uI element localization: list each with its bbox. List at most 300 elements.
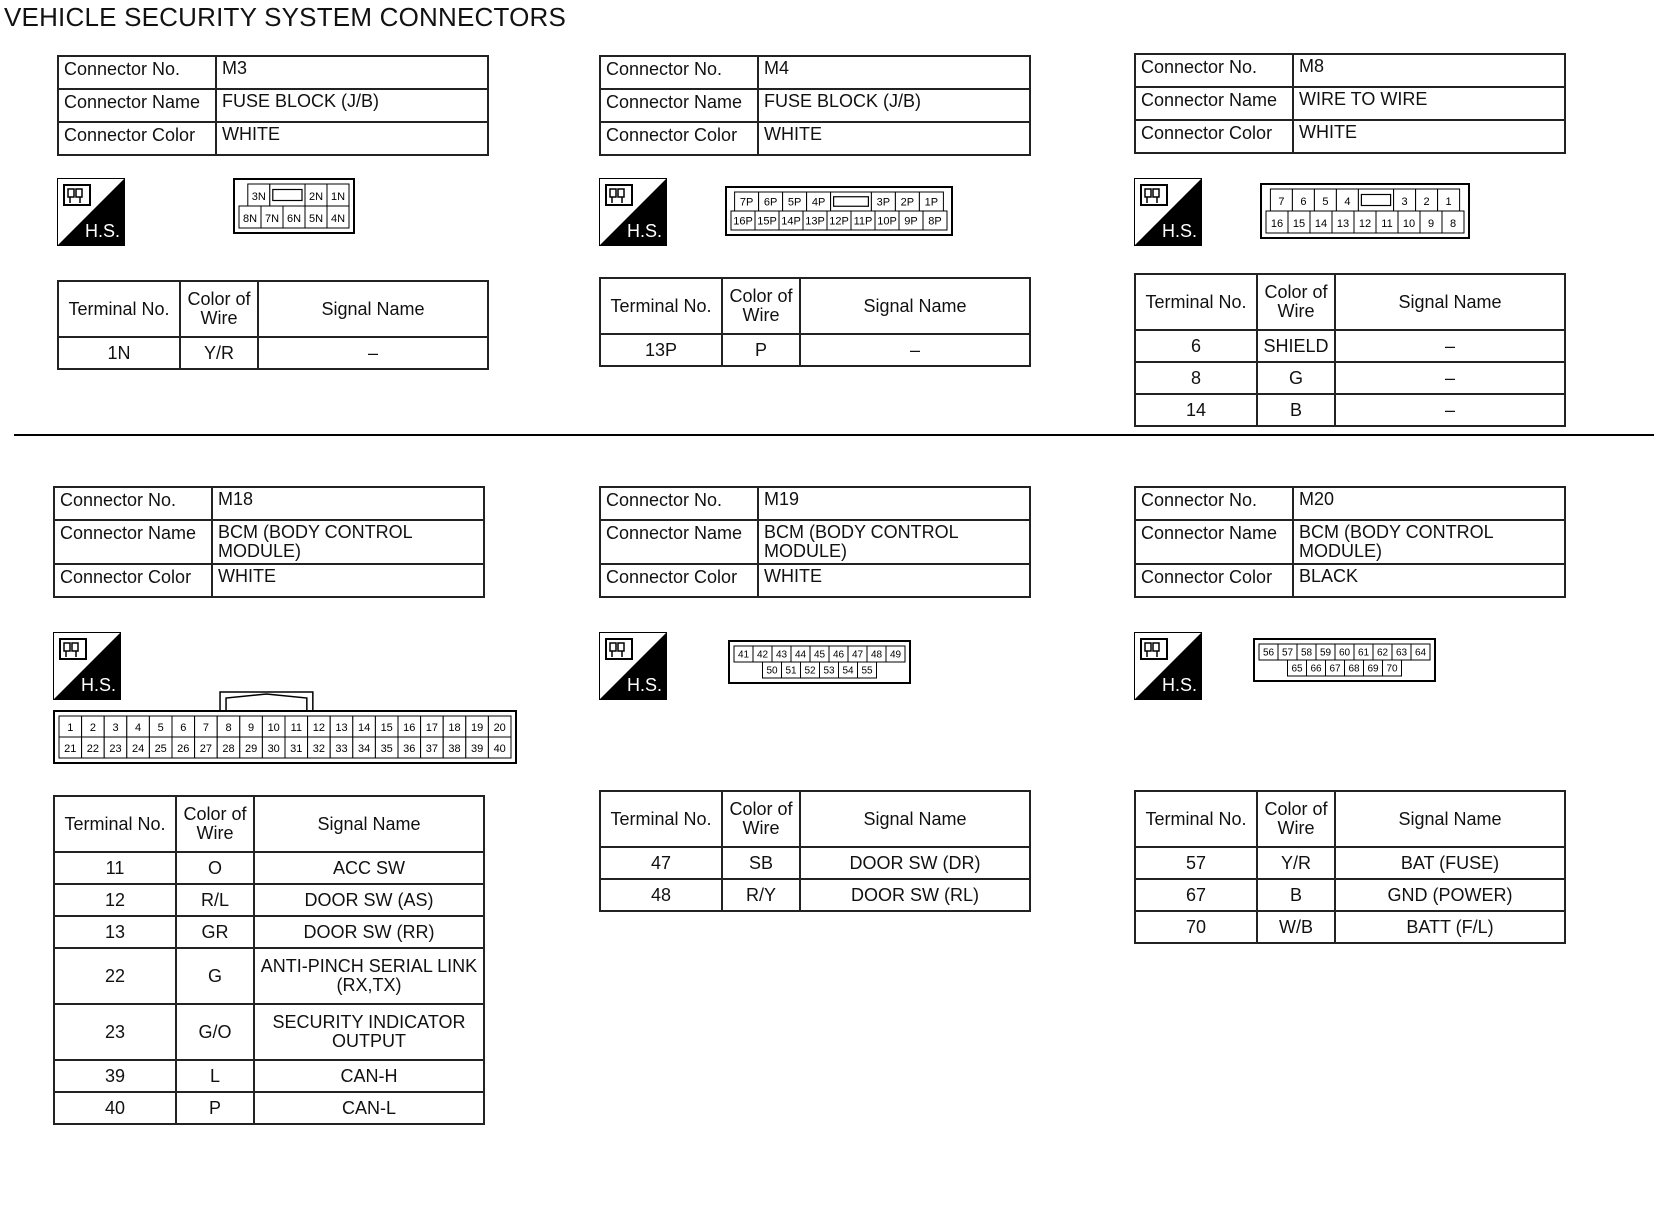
table-row	[54, 1004, 484, 1060]
pin-cell	[1438, 189, 1460, 211]
wire-color-cell: Y/R	[1257, 847, 1335, 879]
signal-name-cell: GND (POWER)	[1335, 879, 1565, 911]
svg-text:45: 45	[813, 649, 826, 661]
terminal-no-header: Terminal No.	[1135, 791, 1257, 847]
wire-color-cell: L	[176, 1060, 254, 1092]
connector-color-label: Connector Color	[54, 564, 212, 597]
hs-label: H.S.	[1161, 221, 1197, 241]
pin-cell	[308, 716, 331, 737]
pin-cell	[871, 192, 895, 211]
pin-cell	[217, 716, 240, 737]
connector-info-table	[57, 55, 489, 156]
terminal-no-cell: 12	[54, 884, 176, 916]
svg-text:31: 31	[290, 743, 303, 756]
svg-text:57: 57	[1281, 647, 1294, 659]
svg-text:21: 21	[64, 743, 77, 756]
svg-text:2P: 2P	[900, 196, 915, 209]
color-of-wire-header: Color of Wire	[1257, 274, 1335, 330]
signal-name-cell: –	[800, 334, 1030, 366]
wire-color-cell: Y/R	[180, 337, 258, 369]
svg-text:10: 10	[1402, 217, 1416, 230]
connector-name-value: BCM (BODY CONTROL MODULE)	[212, 520, 484, 564]
pin-cell	[801, 662, 820, 678]
wire-color-cell: G	[1257, 362, 1335, 394]
signal-name-cell: –	[1335, 330, 1565, 362]
svg-text:54: 54	[842, 665, 854, 677]
connector-color-label: Connector Color	[1135, 564, 1293, 597]
harness-side-icon	[599, 178, 667, 246]
svg-text:68: 68	[1348, 663, 1360, 675]
pin-cell	[1332, 211, 1354, 233]
svg-text:11P: 11P	[853, 215, 873, 228]
signal-name-cell: –	[1335, 394, 1565, 426]
pin-cell	[262, 716, 285, 737]
table-row	[1135, 879, 1565, 911]
svg-text:12: 12	[312, 722, 326, 735]
pin-cell	[240, 737, 263, 758]
svg-text:48: 48	[870, 649, 883, 661]
table-row	[54, 1092, 484, 1124]
terminal-table	[1134, 790, 1566, 944]
connector-name-label: Connector Name	[54, 520, 212, 564]
pin-cell	[731, 211, 755, 230]
pin-cell	[1364, 660, 1383, 676]
pin-cell	[759, 192, 783, 211]
svg-text:59: 59	[1319, 647, 1332, 659]
svg-text:39: 39	[470, 743, 484, 756]
svg-text:14: 14	[357, 722, 371, 735]
svg-text:9: 9	[1427, 217, 1435, 230]
pin-cell	[1383, 660, 1402, 676]
connector-no-value: M3	[216, 56, 488, 89]
pin-cell	[327, 206, 349, 228]
wire-color-cell: SHIELD	[1257, 330, 1335, 362]
connector-color-value: WHITE	[1293, 120, 1565, 153]
svg-text:32: 32	[312, 743, 326, 756]
pin-cell	[807, 192, 831, 211]
pin-cell	[848, 646, 867, 662]
svg-text:67: 67	[1329, 663, 1341, 675]
pin-cell	[820, 662, 839, 678]
pin-cell	[149, 737, 172, 758]
connector-no-label: Connector No.	[1135, 54, 1293, 87]
terminal-table-header	[54, 796, 484, 852]
svg-text:1N: 1N	[330, 190, 346, 203]
pin-cell	[735, 192, 759, 211]
pin-cell	[421, 716, 444, 737]
table-row	[1135, 362, 1565, 394]
svg-text:22: 22	[86, 743, 100, 756]
pin-cell	[443, 716, 466, 737]
terminal-no-cell: 6	[1135, 330, 1257, 362]
terminal-no-cell: 23	[54, 1004, 176, 1060]
connector-color-label: Connector Color	[600, 564, 758, 597]
connector-no-value: M4	[758, 56, 1030, 89]
svg-text:4P: 4P	[811, 196, 826, 209]
pin-cell	[353, 716, 376, 737]
svg-text:7N: 7N	[264, 212, 280, 225]
connector-face-diagram	[53, 690, 517, 769]
wire-color-cell: P	[722, 334, 800, 366]
svg-text:36: 36	[403, 743, 416, 756]
connector-face-diagram	[1260, 183, 1470, 244]
pin-cell	[421, 737, 444, 758]
connector-latch	[1358, 189, 1393, 211]
pin-cell	[1278, 644, 1297, 660]
signal-name-header: Signal Name	[800, 791, 1030, 847]
svg-text:25: 25	[154, 743, 167, 756]
color-of-wire-header: Color of Wire	[722, 278, 800, 334]
terminal-no-cell: 70	[1135, 911, 1257, 943]
pin-cell	[1288, 211, 1310, 233]
svg-text:6: 6	[180, 722, 187, 735]
svg-text:5: 5	[157, 722, 164, 735]
svg-text:46: 46	[832, 649, 845, 661]
connector-color-label: Connector Color	[600, 122, 758, 155]
connector-color-label: Connector Color	[1135, 120, 1293, 153]
wire-color-cell: O	[176, 852, 254, 884]
svg-text:3P: 3P	[876, 196, 891, 209]
pin-cell	[466, 737, 489, 758]
signal-name-cell: DOOR SW (RR)	[254, 916, 484, 948]
pin-cell	[867, 646, 886, 662]
connector-face-diagram	[725, 186, 953, 241]
svg-text:64: 64	[1414, 647, 1427, 659]
connector-face-diagram	[1253, 638, 1436, 687]
table-row	[54, 884, 484, 916]
svg-text:50: 50	[766, 665, 778, 677]
connector-info-table	[1134, 486, 1566, 598]
terminal-table-header	[600, 278, 1030, 334]
svg-text:65: 65	[1291, 663, 1303, 675]
pin-cell	[1310, 211, 1332, 233]
svg-text:43: 43	[775, 649, 788, 661]
svg-text:33: 33	[335, 743, 348, 756]
signal-name-cell: CAN-L	[254, 1092, 484, 1124]
terminal-no-cell: 57	[1135, 847, 1257, 879]
terminal-table	[53, 795, 485, 1125]
terminal-no-cell: 47	[600, 847, 722, 879]
svg-text:12: 12	[1358, 217, 1372, 230]
wire-color-cell: R/Y	[722, 879, 800, 911]
terminal-no-cell: 40	[54, 1092, 176, 1124]
pin-cell	[1376, 211, 1398, 233]
pin-cell	[1314, 189, 1336, 211]
pin-cell	[755, 211, 779, 230]
connector-name-value: WIRE TO WIRE	[1293, 87, 1565, 120]
terminal-no-header: Terminal No.	[58, 281, 180, 337]
svg-text:8P: 8P	[928, 215, 942, 228]
pin-cell	[172, 716, 195, 737]
pin-cell	[285, 737, 308, 758]
pin-cell	[172, 737, 195, 758]
pin-cell	[127, 716, 150, 737]
pin-cell	[919, 192, 943, 211]
pin-cell	[327, 184, 349, 206]
svg-text:55: 55	[861, 665, 873, 677]
svg-text:5N: 5N	[308, 212, 324, 225]
wire-color-cell: G/O	[176, 1004, 254, 1060]
pin-cell	[330, 737, 353, 758]
svg-text:62: 62	[1376, 647, 1389, 659]
svg-text:3N: 3N	[251, 190, 266, 203]
hs-label: H.S.	[626, 221, 662, 241]
pin-cell	[217, 737, 240, 758]
svg-text:13: 13	[1336, 217, 1350, 230]
svg-text:51: 51	[785, 665, 797, 677]
pin-cell	[1292, 189, 1314, 211]
connector-name-label: Connector Name	[1135, 87, 1293, 120]
svg-text:53: 53	[823, 665, 835, 677]
svg-text:4N: 4N	[330, 212, 346, 225]
section-divider	[14, 434, 1654, 436]
signal-name-cell: ANTI-PINCH SERIAL LINK (RX,TX)	[254, 948, 484, 1004]
pin-cell	[858, 662, 877, 678]
terminal-no-cell: 39	[54, 1060, 176, 1092]
pin-cell	[305, 184, 327, 206]
pin-cell	[1442, 211, 1464, 233]
svg-text:42: 42	[756, 649, 769, 661]
pin-cell	[1307, 660, 1326, 676]
connector-latch	[831, 192, 872, 211]
pin-cell	[82, 716, 105, 737]
color-of-wire-header: Color of Wire	[1257, 791, 1335, 847]
page-title: VEHICLE SECURITY SYSTEM CONNECTORS	[4, 2, 567, 32]
connector-info-table	[599, 55, 1031, 156]
signal-name-header: Signal Name	[800, 278, 1030, 334]
svg-text:63: 63	[1395, 647, 1408, 659]
svg-text:9P: 9P	[904, 215, 918, 228]
pin-cell	[240, 716, 263, 737]
terminal-no-cell: 48	[600, 879, 722, 911]
svg-text:52: 52	[804, 665, 816, 677]
table-row	[54, 948, 484, 1004]
pin-cell	[1297, 644, 1316, 660]
svg-text:15: 15	[380, 722, 393, 735]
terminal-no-header: Terminal No.	[600, 791, 722, 847]
pin-cell	[791, 646, 810, 662]
pin-cell	[488, 737, 511, 758]
svg-text:70: 70	[1386, 663, 1398, 675]
connector-no-value: M20	[1293, 487, 1565, 520]
svg-text:69: 69	[1367, 663, 1379, 675]
svg-text:8: 8	[1449, 217, 1457, 230]
pin-cell	[353, 737, 376, 758]
connector-name-label: Connector Name	[600, 89, 758, 122]
connector-name-value: FUSE BLOCK (J/B)	[758, 89, 1030, 122]
terminal-table	[57, 280, 489, 370]
svg-text:3: 3	[112, 722, 119, 735]
pin-cell	[398, 716, 421, 737]
pin-cell	[851, 211, 875, 230]
svg-text:58: 58	[1300, 647, 1313, 659]
pin-cell	[1270, 189, 1292, 211]
table-row	[600, 847, 1030, 879]
table-row	[600, 879, 1030, 911]
svg-text:6: 6	[1300, 195, 1307, 208]
svg-text:12P: 12P	[829, 215, 849, 228]
pin-cell	[330, 716, 353, 737]
terminal-no-cell: 14	[1135, 394, 1257, 426]
pin-cell	[1266, 211, 1288, 233]
svg-text:49: 49	[889, 649, 902, 661]
pin-cell	[443, 737, 466, 758]
svg-text:4: 4	[1344, 195, 1351, 208]
svg-text:5: 5	[1322, 195, 1329, 208]
pin-cell	[827, 211, 851, 230]
pin-cell	[285, 716, 308, 737]
connector-name-label: Connector Name	[1135, 520, 1293, 564]
connector-name-value: FUSE BLOCK (J/B)	[216, 89, 488, 122]
pin-cell	[753, 646, 772, 662]
signal-name-header: Signal Name	[258, 281, 488, 337]
svg-text:8N: 8N	[242, 212, 258, 225]
pin-cell	[375, 737, 398, 758]
svg-text:9: 9	[248, 722, 255, 735]
connector-no-value: M8	[1293, 54, 1565, 87]
terminal-no-cell: 13P	[600, 334, 722, 366]
svg-text:6N: 6N	[286, 212, 302, 225]
connector-no-label: Connector No.	[600, 56, 758, 89]
svg-text:7: 7	[1278, 195, 1285, 208]
svg-text:41: 41	[737, 649, 750, 661]
pin-cell	[308, 737, 331, 758]
connector-color-value: WHITE	[758, 122, 1030, 155]
color-of-wire-header: Color of Wire	[722, 791, 800, 847]
signal-name-cell: DOOR SW (AS)	[254, 884, 484, 916]
connector-color-value: BLACK	[1293, 564, 1565, 597]
pin-cell	[772, 646, 791, 662]
terminal-no-cell: 13	[54, 916, 176, 948]
svg-text:4: 4	[135, 722, 142, 735]
pin-cell	[195, 716, 218, 737]
pin-cell	[1259, 644, 1278, 660]
svg-text:1: 1	[67, 722, 74, 735]
pin-cell	[895, 192, 919, 211]
connector-no-label: Connector No.	[58, 56, 216, 89]
harness-side-icon	[1134, 178, 1202, 246]
pin-cell	[839, 662, 858, 678]
signal-name-header: Signal Name	[1335, 274, 1565, 330]
svg-text:2: 2	[89, 722, 96, 735]
svg-text:37: 37	[425, 743, 439, 756]
svg-text:61: 61	[1357, 647, 1370, 659]
svg-text:66: 66	[1310, 663, 1322, 675]
pin-cell	[1420, 211, 1442, 233]
harness-side-icon	[1134, 632, 1202, 700]
svg-text:26: 26	[177, 743, 190, 756]
hs-label: H.S.	[80, 675, 116, 695]
signal-name-cell: –	[1335, 362, 1565, 394]
connector-color-label: Connector Color	[58, 122, 216, 155]
connector-name-value: BCM (BODY CONTROL MODULE)	[1293, 520, 1565, 564]
terminal-table-header	[58, 281, 488, 337]
signal-name-cell: DOOR SW (DR)	[800, 847, 1030, 879]
svg-text:2: 2	[1423, 195, 1430, 208]
pin-cell	[810, 646, 829, 662]
pin-cell	[375, 716, 398, 737]
terminal-table-header	[600, 791, 1030, 847]
signal-name-cell: BATT (F/L)	[1335, 911, 1565, 943]
pin-cell	[104, 737, 127, 758]
pin-cell	[783, 192, 807, 211]
svg-text:11: 11	[290, 722, 303, 735]
svg-text:30: 30	[267, 743, 280, 756]
svg-text:47: 47	[851, 649, 864, 661]
pin-cell	[262, 737, 285, 758]
svg-text:16: 16	[403, 722, 416, 735]
pin-cell	[1316, 644, 1335, 660]
pin-cell	[1336, 189, 1358, 211]
pin-cell	[195, 737, 218, 758]
terminal-table	[599, 277, 1031, 367]
svg-text:19: 19	[470, 722, 484, 735]
pin-cell	[248, 184, 270, 206]
svg-text:3: 3	[1401, 195, 1408, 208]
pin-cell	[466, 716, 489, 737]
signal-name-cell: BAT (FUSE)	[1335, 847, 1565, 879]
connector-no-value: M19	[758, 487, 1030, 520]
wire-color-cell: B	[1257, 879, 1335, 911]
connector-face-diagram	[728, 640, 911, 689]
svg-text:8: 8	[225, 722, 232, 735]
terminal-table	[599, 790, 1031, 912]
svg-text:1P: 1P	[924, 196, 939, 209]
svg-text:16P: 16P	[733, 215, 753, 228]
connector-color-value: WHITE	[216, 122, 488, 155]
connector-info-table	[53, 486, 485, 598]
svg-text:28: 28	[222, 743, 235, 756]
pin-cell	[1354, 644, 1373, 660]
connector-color-value: WHITE	[758, 564, 1030, 597]
svg-text:10P: 10P	[877, 215, 897, 228]
connector-name-value: BCM (BODY CONTROL MODULE)	[758, 520, 1030, 564]
terminal-table	[1134, 273, 1566, 427]
table-row	[1135, 911, 1565, 943]
color-of-wire-header: Color of Wire	[176, 796, 254, 852]
pin-cell	[1373, 644, 1392, 660]
svg-text:29: 29	[244, 743, 258, 756]
pin-cell	[127, 737, 150, 758]
svg-text:7: 7	[202, 722, 209, 735]
connector-no-value: M18	[212, 487, 484, 520]
terminal-no-cell: 8	[1135, 362, 1257, 394]
terminal-no-header: Terminal No.	[600, 278, 722, 334]
svg-text:17: 17	[425, 722, 439, 735]
svg-text:13: 13	[335, 722, 348, 735]
pin-cell	[149, 716, 172, 737]
terminal-table-header	[1135, 791, 1565, 847]
pin-cell	[779, 211, 803, 230]
svg-text:7P: 7P	[739, 196, 754, 209]
pin-cell	[239, 206, 261, 228]
terminal-no-cell: 67	[1135, 879, 1257, 911]
svg-text:13P: 13P	[805, 215, 825, 228]
terminal-no-cell: 22	[54, 948, 176, 1004]
connector-no-label: Connector No.	[1135, 487, 1293, 520]
svg-text:38: 38	[448, 743, 461, 756]
pin-cell	[1288, 660, 1307, 676]
terminal-no-cell: 11	[54, 852, 176, 884]
table-row	[1135, 847, 1565, 879]
table-row	[1135, 394, 1565, 426]
pin-cell	[782, 662, 801, 678]
table-row	[54, 852, 484, 884]
hs-label: H.S.	[84, 221, 120, 241]
pin-cell	[261, 206, 283, 228]
connector-latch	[270, 184, 305, 206]
pin-cell	[305, 206, 327, 228]
